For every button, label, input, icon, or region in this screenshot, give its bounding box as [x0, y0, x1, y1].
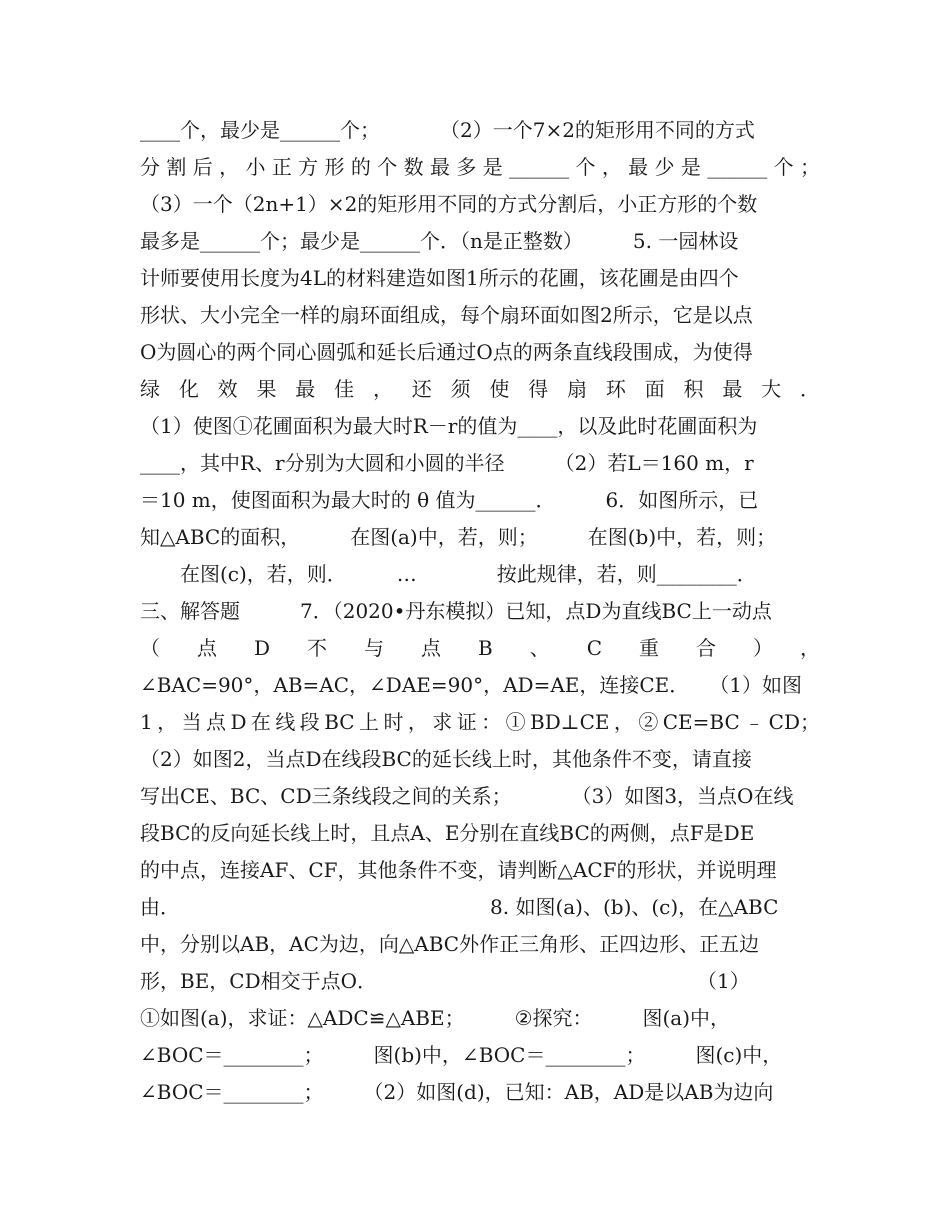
text-line-13: 在图(c)，若，则． … 按此规律，若，则________． [140, 562, 757, 586]
text-line-24: 形，BE，CD相交于点O． （1） [140, 969, 750, 993]
text-line-12: 知△ABC的面积， 在图(a)中，若，则； 在图(b)中，若，则； [140, 525, 777, 549]
text-line-6: 形状、大小完全一样的扇环面组成，每个扇环面如图2所示，它是以点 [140, 303, 753, 327]
text-line-25: ①如图(a)，求证：△ADC≌△ABE； ②探究： 图(a)中， [140, 1006, 731, 1030]
text-line-3: （3）一个（2n+1）×2的矩形用不同的方式分割后，小正方形的个数 [140, 192, 758, 216]
text-line-10: ____，其中R、r分别为大圆和小圆的半径 （2）若L＝160 m，r [140, 451, 754, 475]
text-line-11: ＝10 m，使图面积为最大时的 θ 值为______． 6．如图所示，已 [140, 488, 759, 512]
text-line-4: 最多是______个；最少是______个．（n是正整数） 5. 一园林设 [140, 229, 739, 253]
text-line-8: 绿化效果最佳，还须使得扇环面积最大． [140, 377, 820, 401]
text-line-15: （点D不与点B、C重合）， [140, 636, 820, 660]
text-line-2: 分割后，小正方形的个数最多是______个，最少是______个； [140, 155, 820, 179]
text-line-22: 由． 8. 如图(a)、(b)、(c)，在△ABC [140, 895, 779, 919]
text-line-26: ∠BOC＝________； 图(b)中，∠BOC＝________； 图(c)中， [140, 1043, 783, 1067]
text-line-19: 写出CE、BC、CD三条线段之间的关系； （3）如图3，当点O在线 [140, 784, 794, 808]
text-line-16: ∠BAC=90°，AB=AC，∠DAE=90°，AD=AE，连接CE． （1）如图 [140, 673, 803, 697]
text-line-17: 1，当点D在线段BC上时，求证：①BD⊥CE，②CE=BC﹣CD； [140, 710, 820, 734]
text-line-7: O为圆心的两个同心圆弧和延长后通过O点的两条直线段围成，为使得 [140, 340, 753, 364]
text-line-1: ____个，最少是______个； （2）一个7×2的矩形用不同的方式 [140, 118, 755, 142]
text-line-9: （1）使图①花圃面积为最大时R－r的值为____，以及此时花圃面积为 [140, 414, 758, 438]
text-line-14: 三、解答题 7．（2020•丹东模拟）已知，点D为直线BC上一动点 [140, 599, 772, 623]
text-line-20: 段BC的反向延长线上时，且点A、E分别在直线BC的两侧，点F是DE [140, 821, 755, 845]
text-line-23: 中，分别以AB，AC为边，向△ABC外作正三角形、正四边形、正五边 [140, 932, 760, 956]
text-line-27: ∠BOC＝________； （2）如图(d)，已知：AB，AD是以AB为边向 [140, 1080, 774, 1104]
text-line-18: （2）如图2，当点D在线段BC的延长线上时，其他条件不变，请直接 [140, 747, 752, 771]
text-line-5: 计师要使用长度为4L的材料建造如图1所示的花圃，该花圃是由四个 [140, 266, 739, 290]
document-text [140, 112, 820, 1111]
text-line-21: 的中点，连接AF、CF，其他条件不变，请判断△ACF的形状，并说明理 [140, 858, 777, 882]
